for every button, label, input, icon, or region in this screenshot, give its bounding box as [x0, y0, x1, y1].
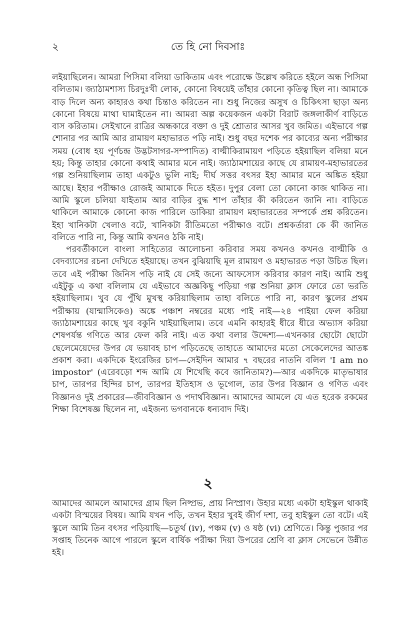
paragraph: আমাদের আমলে আমাদের গ্রাম ছিল নিষ্প্রভ, প্রায় নিস্প্রাণ। উহার মধ্যে একটা হাইস্কুল থাকাই একটা বিস্ময়ের বিষয়। আমি যখন পড়ি, তখন ইহার খুবই জীর্ণ দশা, তবু হাইস্কুল তো বটে। এই স্কুলে আমি তিন বৎসর পড়িয়াছি—চতুর্থ (iv), পঞ্চম (v) ও ষষ্ঠ (vi) শ্রেণিতে। কিন্তু পুজার পর সপ্তাহ তিনেক আগে পারলে স্কুলে বার্ষিক পরীক্ষা দিয়া উপরের শ্রেণি বা ক্লাস সেভেনে উন্নীত হই।: [52, 499, 368, 559]
paragraph: লইয়াছিলেন। আমরা পিসিমা বলিয়া ডাকিতাম এবং পরোক্ষে উল্লেখ করিতে হইলে অন্ধ পিসিমা বলিতাম। জ্যাঠামশাস্য চিরদুঃখী লোক, কোনো বিষয়েই তাঁহার কোনো কৃতিত্ব ছিল না। আমাকে বাড় দিলে অন্য কাহারও কথা চিন্তাও করিতেন না। শুধু নিজের অসুখ ও চিকিৎসা ছাড়া অন্য কোনো বিষয়ে মাথা ঘামাইতেন না। আমরা অল্প কয়েকজন একটা বিরাট জঙ্গলাকীর্ণ বাড়িতে বাস করিতাম। সেইখানে রাত্রির অন্ধকারে বক্তা ও দুই শ্রোতার আসর খুব জমিত। এইভাবে গল্প শোনার পর আমি আর রামায়ণ মহাভারত পড়ি নাই। শুধু বছর দশেক পর কাব্যের অন্য পরীক্ষার সময় (বোধ হয় পূর্ণচন্দ্র উদ্ভটসাগর-সম্পাদিত) বাল্মীকিরামায়ণ পড়িতে হইয়াছিল বলিয়া মনে হয়; কিন্তু তাহার কোনো কথাই আমার মনে নাই। জ্যাঠামশায়ের কাছে যে রামায়ণ-মহাভারতের গল্প শুনিয়াছিলাম তাহা একটুও ভুলি নাই; দীর্ঘ সত্তর বৎসর ইহা আমার মনে অঙ্কিত হইয়া আছে। ইহার পরীক্ষাও রোজই আমাকে দিতে হইত। দুপুর বেলা তো কোনো কাজ থাকিত না। আমি স্কুলে চলিয়া যাইতাম আর বাড়ির বুদ্ধ শাপ তাঁহার কী করিতেন জানি না। বাড়িতে থাকিলে আমাকে কোনো কাজ পারিলে ডাকিয়া রামায়ণ মহাভারতের সম্পর্কে প্রশ্ন করিতেন। ইহা খানিকটা খেলাও বটে, খানিকটা রীতিমতো পরীক্ষাও বটে। প্রশ্নকর্তারা কে কী জানিত বলিতে পারি না, কিন্তু আমি কখনও ঠকি নাই।: [52, 73, 368, 243]
running-title: তে হি নো দিবসাঃ: [170, 41, 246, 53]
page-number: ২: [52, 41, 59, 53]
page-header: [52, 40, 364, 54]
section-2-heading: ২: [203, 476, 213, 492]
section-1-text: [52, 72, 368, 416]
paragraph: পরবর্তীকালে বাংলা সাহিত্যের আলোচনা করিবার সময় কখনও কখনও বাল্মীকি ও বেদব্যাসের রচনা দেখিতে হইয়াছে। তখন বুঝিয়াছি মূল রামায়ণ ও মহাভারত পড়া উচিত ছিল। তবে এই পরীক্ষা জিনিস পড়ি নাই যে সেই জন্যে আফসোস করিবার কারণ নাই। আমি শুধু এইটুকু এ কথা বলিলাম যে এইভাবে অজ্ঞকিছু পড়িয়া গল্প শুনিয়া ক্লাস ফোরে তো ভরতি হইয়াছিলাম। খুব যে পুঁথি মুখস্থ করিয়াছিলাম তাহা বলিতে পারি না, কারণ স্কুলের প্রথম পরীক্ষায় (যান্মাসিকেও) অঙ্কে পঞ্চাশ নম্বরের মধ্যে পাই নাই—২৪ পাইয়া ফেল করিয়া জ্যাঠামশায়ের কাছে খুব বকুনি খাইয়াছিলাম। তবে এমনি কাহারই ধীরে ধীরে অভ্যাস করিয়া শেষপর্যন্ত গণিতে আর ফেল করি নাই। এত কথা বলার উদ্দেশ্য—এখনকার ছোটো ছোটো ছেলেমেয়েদের উপর যে ভয়াবহ চাপ পড়িতেছে তাহাতে আমাদের মতো সেকেলেদের আতঙ্ক প্রকাশ করা। একদিকে ইংরেজির চাপ—সেইদিন আমার ৭ বছরের নাতনি বলিল 'I am no impostor' (এরেবড়ো শব্দ আমি যে শিখেছি কবে জানিতাম?)—আর একদিকে মাতৃভাষার চাপ, তারপর হিন্দির চাপ, তারপর ইতিহাস ও ভূগোল, তার উপর বিজ্ঞান ও গণিত এবং বিজ্ঞানও দুই প্রকারের—জীববিজ্ঞান ও পদার্থবিজ্ঞান। আমাদের আমলে যে এত হরেক রকমের শিক্ষা বিশেষজ্ঞ ছিলেন না, এইজন্য ভগবানকে ধন্যবাদ দিই।: [52, 245, 368, 416]
section-2-text: [52, 498, 368, 559]
